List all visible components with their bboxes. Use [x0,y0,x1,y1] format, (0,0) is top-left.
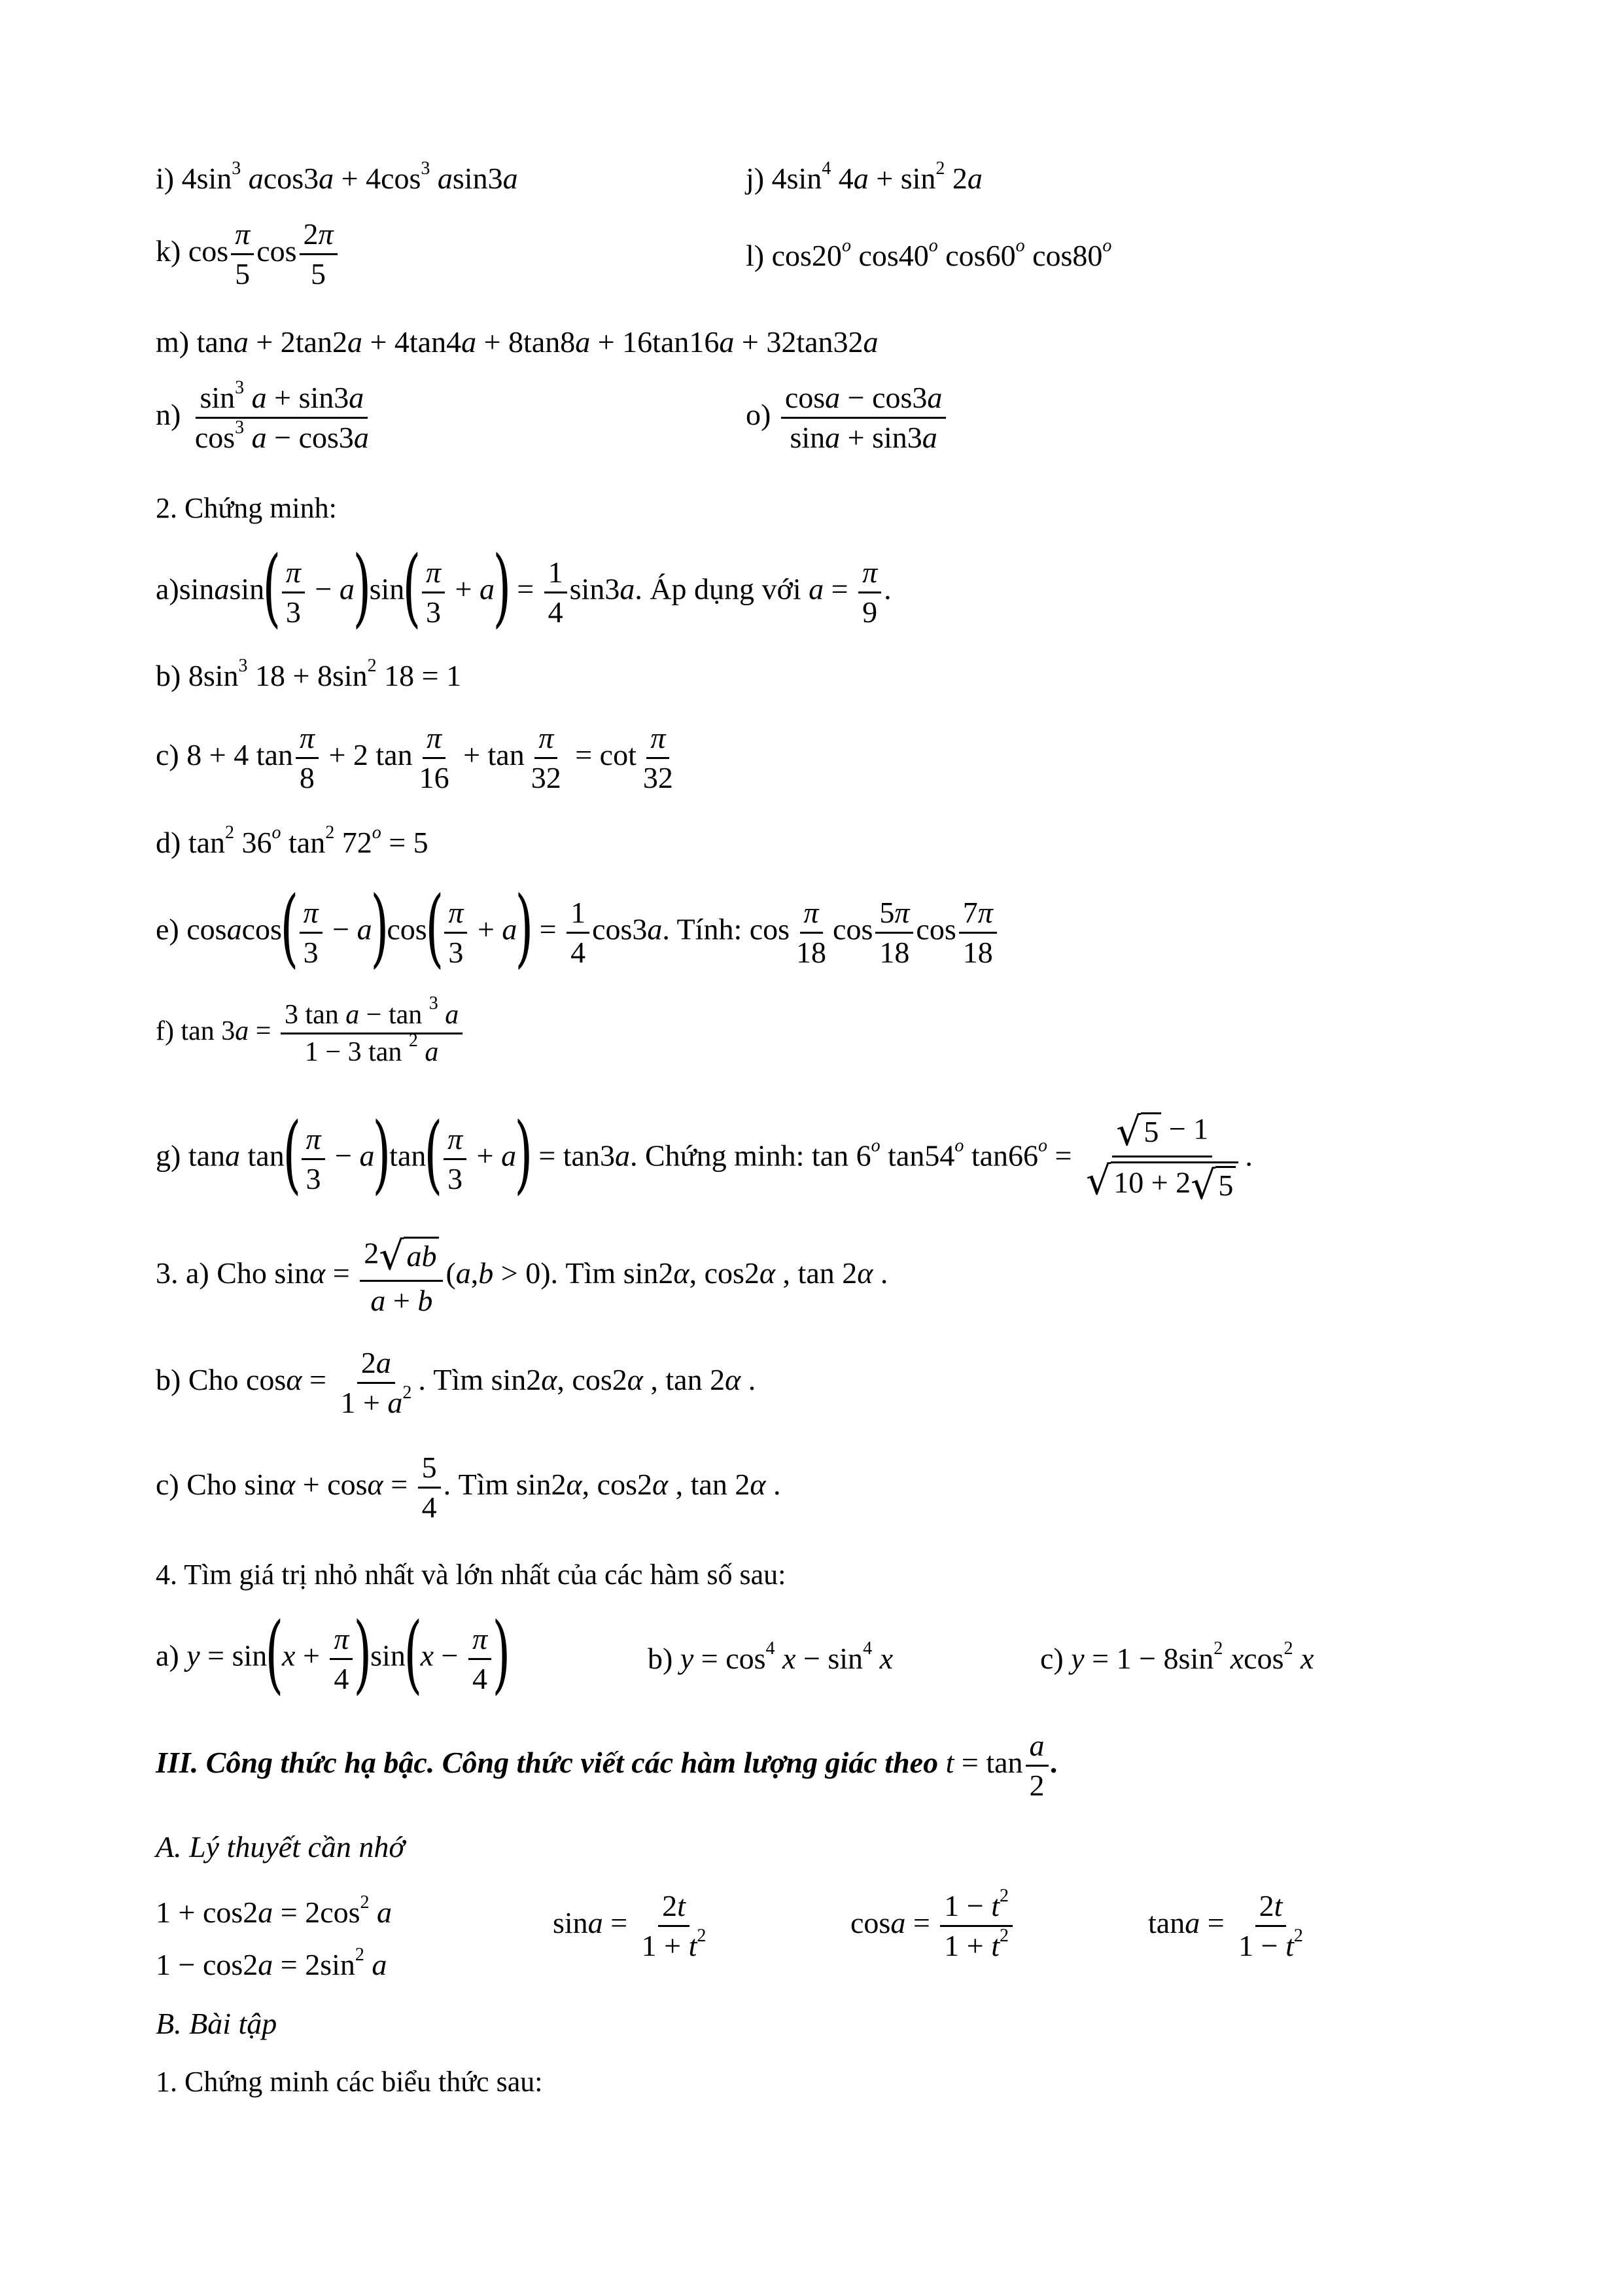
formula-tan-t: tana = $\frac{2t}{1 - t^2}$ [1148,1889,1303,1962]
exercise-n: n) $\frac{\sin^3 a + \sin 3a}{\cos^3 a - \cos 3a}$ [156,378,369,454]
exercise-j: j) $4\sin^4$ $4a + \sin^2 2a$ [746,158,983,195]
exercise-m: m) tana + 2tan2a + 4tan4a + 8tan8a + 16tan16a + 32tan32a [156,325,879,359]
proof-2b: b) $8\sin^3$ $18 + 8\sin^2$ 18 = 1 [156,656,462,692]
exercise-i: i) $4\sin^3$ $acos3a + 4\cos^3$ asin3a [156,158,518,195]
formula-cos2a-plus: $1 + \cos 2a = 2\cos^2$ a [156,1892,393,1929]
exercise-3b: b) Cho cosα = $\frac{2a}{1 + a^2}$ . Tìm sin2α, cos2α , tan 2α . [156,1346,756,1419]
exercise-heading: B. Bài tập [156,2007,277,2040]
proof-2g: g) tana tan( $\frac{\pi}{3}$ − a)tan( $\frac{\pi}{3}$ + a) = tan3a. Chứng minh: tan 6$^o$ tan54$^o$ $\tan 66^o$ = √ 5 − 1 √ 10 + 2 √ 5 . [156,1104,1253,1209]
section-3-heading: III. Công thức hạ bậc. Công thức viết các hàm lượng giác theo t = tan $\frac{a}{2}$ . [156,1729,1059,1802]
formula-cos2a-minus: $1 - \cos 2a = 2\sin^2$ a [156,1945,387,1981]
proof-2c: c) 8 + 4 tan $\frac{\pi}{8}$ + 2 tan $\frac{\pi}{16}$ + tan $\frac{\pi}{32}$ = cot $\frac{\pi}{32}$ [156,721,673,794]
section-2-title: 2. Chứng minh: [156,492,337,524]
exercise-o: o) $\frac{\cos a - \cos 3a}{\sin a + \sin 3a}$ [746,383,949,453]
proof-2d: d) $\tan^2 36^o$ $\tan^2 72^o = 5$ [156,822,428,859]
proof-2a: a)sinasin( $\frac{\pi}{3}$ − a)sin( $\frac{\pi}{3}$ + a) = $\frac{1}{4}$ sin3a. Áp dụng với a = $\frac{\pi}{9}$ . [156,537,892,637]
proof-2e: e) cosacos( $\frac{\pi}{3}$ − a)cos( $\frac{\pi}{3}$ + a) = $\frac{1}{4}$ cos3a. Tính: cos $\frac{\pi}{18}$ cos $\frac{5\pi}{18}$ cos $\frac{7\pi}{18}$ [156,890,1000,975]
exercise-3a: 3. a) Cho sinα = 2 √ ab a + b (a,b > 0). Tìm sin2α, cos2α , tan 2α . [156,1233,888,1317]
formula-sin-t: sina = $\frac{2t}{1 + t^2}$ [553,1889,707,1962]
exercise-4b: b) $y = \cos^4 x - \sin^4 x$ [648,1638,893,1675]
formula-cos-t: cosa = $\frac{1 - t^2}{1 + t^2}$ [850,1891,1015,1961]
exercise-l: l) cos20$^o$ cos40$^o$ cos60$^o$ cos80$^o$ [746,236,1112,272]
exercise-3c: c) Cho sinα + cosα = $\frac{5}{4}$ . Tìm sin2α, cos2α , tan 2α . [156,1451,781,1524]
exercise-1-title: 1. Chứng minh các biểu thức sau: [156,2066,543,2098]
exercise-4a: a) y = sin(x + $\frac{\pi}{4}$ )sin(x − $\frac{\pi}{4}$ ) [156,1604,511,1703]
exercise-4c: c) $y = 1 - 8\sin^2$ xcos$^2$ x [1040,1638,1314,1675]
theory-heading: A. Lý thuyết cần nhớ [156,1830,405,1863]
proof-2f: f) tan 3a = $\frac{3 \tan a - \tan ^3 a}{1 - 3 \tan ^2 a}$ [156,1001,465,1066]
exercise-k: k) cos $\frac{\pi}{5}$ cos $\frac{2\pi}{5}$ [156,219,340,289]
section-4-title: 4. Tìm giá trị nhỏ nhất và lớn nhất của các hàm số sau: [156,1559,786,1591]
